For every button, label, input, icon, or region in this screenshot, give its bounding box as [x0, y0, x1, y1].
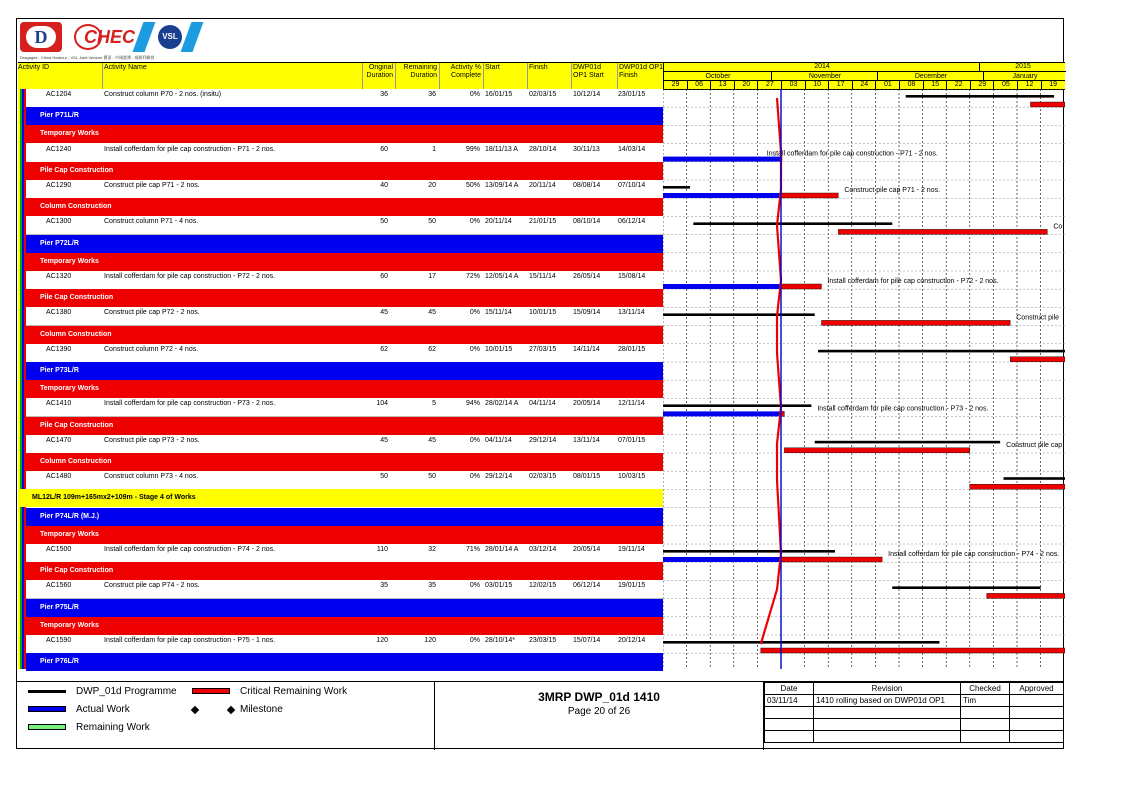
dwp-finish: 19/11/14: [618, 546, 645, 553]
activity-id: AC1290: [46, 182, 72, 189]
remaining-duration: 120: [424, 637, 436, 644]
wbs-label: Temporary Works: [40, 530, 99, 538]
week-cell: 29: [663, 80, 687, 89]
activity-id: AC1240: [46, 145, 72, 153]
dwp-finish: 07/01/15: [618, 436, 646, 444]
col-activity-name: Activity Name: [104, 64, 147, 71]
original-duration: 45: [380, 436, 388, 444]
remaining-duration: 36: [428, 91, 436, 98]
week-cell: 20: [734, 80, 758, 89]
programme-bar: [1004, 477, 1065, 480]
finish-date: 12/02/15: [529, 582, 557, 590]
activity-row[interactable]: [26, 435, 663, 454]
critical-bar: [1030, 102, 1065, 107]
activity-row[interactable]: [26, 580, 663, 599]
original-duration: 60: [380, 273, 388, 280]
wbs-label: Column Construction: [40, 330, 112, 338]
week-cell: 03: [781, 80, 805, 89]
activity-name: Construct column P72 - 4 nos.: [104, 345, 199, 353]
programme-bar: [815, 441, 1000, 444]
rev-approved: [1010, 695, 1064, 707]
title-block: [434, 682, 764, 750]
legend-programme: DWP_01d Programme: [76, 686, 177, 697]
actual-bar: [663, 411, 781, 416]
start-date: 04/11/14: [485, 436, 512, 444]
activity-name: Install cofferdam for pile cap construction - P74 - 2 nos.: [104, 546, 276, 553]
start-date: 20/11/14: [485, 218, 512, 226]
remaining-duration: 62: [428, 345, 436, 353]
remaining-duration: 1: [432, 145, 436, 153]
dwp-finish: 20/12/14: [618, 637, 646, 644]
wbs-label: Pile Cap Construction: [40, 166, 114, 174]
activity-id: AC1560: [46, 582, 72, 590]
critical-bar: [781, 193, 838, 198]
dwp-finish: 06/12/14: [618, 218, 646, 226]
finish-date: 02/03/15: [529, 473, 557, 481]
activity-id: AC1500: [46, 546, 72, 553]
dwp-finish: 13/11/14: [618, 309, 645, 317]
actual-bar: [663, 284, 781, 289]
wbs-label: Pier P72L/R: [40, 239, 79, 247]
wbs-band-row: [26, 289, 663, 307]
dwp-finish: 14/03/14: [618, 145, 646, 153]
dwp-start: 15/07/14: [573, 637, 601, 644]
dwp-start: 20/05/14: [573, 400, 601, 408]
critical-bar: [781, 284, 821, 289]
col-dwp-start: DWP01d OP1 Start: [573, 64, 604, 79]
finish-date: 15/11/14: [529, 273, 556, 280]
programme-bar: [663, 186, 690, 189]
critical-bar: [987, 593, 1065, 598]
original-duration: 50: [380, 218, 388, 226]
rev-header-approved: Approved: [1010, 683, 1064, 695]
wbs-label: Pile Cap Construction: [40, 567, 114, 575]
week-cell: 29: [970, 80, 994, 89]
critical-bar: [821, 320, 1010, 325]
gantt-bar-label: Install cofferdam for pile cap construction - P72 - 2 nos.: [827, 278, 999, 285]
original-duration: 110: [376, 546, 388, 553]
week-cell: 22: [946, 80, 970, 89]
original-duration: 120: [376, 637, 388, 644]
programme-bar: [663, 313, 815, 316]
wbs-band-row: [18, 489, 663, 507]
start-date: 29/12/14: [485, 473, 513, 481]
week-cell: 24: [852, 80, 876, 89]
activity-row[interactable]: [26, 307, 663, 326]
footer: [16, 681, 1064, 749]
month-october: October: [663, 71, 772, 81]
gantt-bar-label: Co: [1053, 223, 1063, 231]
milestone-diamond-icon: [227, 706, 235, 714]
activity-row[interactable]: [26, 144, 663, 163]
finish-date: 28/10/14: [529, 145, 557, 153]
activity-name: Construct column P70 - 2 nos. (insitu): [104, 91, 222, 98]
wbs-label: Pier P73L/R: [40, 367, 79, 374]
milestone-diamond-icon: [191, 706, 199, 714]
week-cell: 01: [875, 80, 899, 89]
activity-pct: 72%: [465, 273, 480, 280]
wbs-band-row: [26, 617, 663, 635]
dwp-finish: 10/03/15: [618, 473, 646, 481]
wbs-label: Temporary Works: [40, 621, 99, 629]
wbs-band-row: [26, 453, 663, 471]
activity-pct: 0%: [469, 473, 480, 481]
legend-milestone: Milestone: [240, 704, 283, 715]
rev-date: 03/11/14: [765, 695, 814, 707]
col-finish: Finish: [529, 64, 548, 71]
activity-name: Install cofferdam for pile cap construction - P73 - 2 nos.: [104, 400, 276, 408]
activity-row[interactable]: [26, 271, 663, 290]
column-header: [18, 62, 663, 90]
remaining-duration: 20: [428, 182, 436, 189]
legend-critical-swatch: [192, 688, 230, 694]
start-date: 28/01/14 A: [485, 546, 519, 553]
gantt-bar-label: Install cofferdam for pile cap construction - P73 - 2 nos.: [817, 405, 989, 413]
activity-name: Install cofferdam for pile cap construction - P75 - 1 nos.: [104, 637, 276, 644]
activity-pct: 0%: [469, 91, 480, 98]
wbs-label: Pile Cap Construction: [40, 421, 114, 429]
finish-date: 27/03/15: [529, 345, 557, 353]
activity-row[interactable]: [26, 89, 663, 108]
wbs-band-row: [26, 107, 663, 125]
finish-date: 02/03/15: [529, 91, 557, 98]
week-cell: 13: [710, 80, 734, 89]
month-december: December: [877, 71, 984, 81]
gantt-bar-label: Construct pile cap P71 - 2 nos.: [844, 187, 941, 194]
dwp-finish: 15/08/14: [618, 273, 646, 280]
remaining-duration: 45: [428, 436, 436, 444]
activity-pct: 71%: [465, 546, 480, 553]
col-activity-pct: Activity % Complete: [450, 64, 481, 79]
activity-row[interactable]: [26, 216, 663, 235]
wbs-band-row: [26, 599, 663, 617]
remaining-duration: 5: [432, 400, 436, 408]
dwp-start: 13/11/14: [573, 436, 600, 444]
dwp-start: 26/05/14: [573, 273, 601, 280]
programme-bar: [693, 222, 892, 225]
remaining-duration: 32: [428, 546, 436, 553]
month-january: January: [983, 71, 1066, 81]
activity-row[interactable]: [26, 471, 663, 490]
wbs-band-row: [26, 125, 663, 143]
week-cell: 15: [923, 80, 947, 89]
week-cell: 05: [993, 80, 1017, 89]
col-original-duration: Original Duration: [366, 64, 393, 79]
dwp-start: 08/08/14: [573, 182, 601, 189]
activity-pct: 0%: [469, 436, 480, 444]
dwp-finish: 19/01/15: [618, 582, 646, 590]
col-dwp-finish: DWP01d OP1 Finish: [619, 64, 663, 79]
wbs-band-row: [26, 326, 663, 344]
programme-bar: [663, 404, 811, 407]
activity-id: AC1204: [46, 91, 72, 98]
activity-name: Construct pile cap P73 - 2 nos.: [104, 436, 200, 444]
remaining-duration: 35: [428, 582, 436, 590]
dwp-finish: 12/11/14: [618, 400, 645, 408]
start-date: 18/11/13 A: [485, 145, 518, 153]
jv-caption: Dragages - China Harbour - VSL Joint Venture 寶嘉 - 中國港灣 - 威勝利聯營: [20, 55, 155, 60]
activity-id: AC1380: [46, 309, 72, 317]
chec-logo: CHEC: [74, 22, 126, 52]
critical-bar: [1010, 357, 1065, 362]
rev-description: 1410 rolling based on DWP01d OP1: [814, 695, 961, 707]
activity-row[interactable]: [26, 180, 663, 199]
vsl-logo: VSL: [138, 22, 202, 52]
report-title: 3MRP DWP_01d 1410: [538, 690, 660, 704]
wbs-label: Pier P76L/R: [40, 658, 79, 666]
remaining-duration: 50: [428, 473, 436, 481]
wbs-label: Temporary Works: [40, 257, 99, 265]
wbs-band-row: [26, 253, 663, 271]
rev-header-checked: Checked: [961, 683, 1010, 695]
activity-name: Construct pile cap P74 - 2 nos.: [104, 582, 200, 590]
activity-row[interactable]: [26, 344, 663, 363]
week-cell: 17: [828, 80, 852, 89]
month-november: November: [771, 71, 878, 81]
critical-bar: [761, 648, 1065, 653]
activity-id: AC1320: [46, 273, 72, 280]
critical-bar: [838, 229, 1047, 234]
activity-name: Install cofferdam for pile cap construction - P71 - 2 nos.: [104, 145, 276, 153]
wbs-label: Pier P74L/R (M.J.): [40, 512, 100, 520]
dwp-finish: 07/10/14: [618, 182, 646, 189]
wbs-band-row: [26, 362, 663, 380]
actual-bar: [663, 157, 781, 162]
gantt-svg: [663, 89, 1065, 669]
week-cell: 27: [757, 80, 781, 89]
critical-bar: [781, 557, 882, 562]
wbs-band-row: [26, 653, 663, 671]
timeline-header: [663, 62, 1065, 90]
activity-row[interactable]: [26, 398, 663, 417]
week-cell: 10: [805, 80, 829, 89]
start-date: 12/05/14 A: [485, 273, 519, 280]
rev-header-date: Date: [765, 683, 814, 695]
wbs-label: Pier P75L/R: [40, 603, 79, 611]
activity-row[interactable]: [26, 635, 663, 654]
programme-bar: [663, 550, 835, 553]
dwp-finish: 28/01/15: [618, 345, 646, 353]
rev-checked: Tim: [961, 695, 1010, 707]
legend-remaining-swatch: [28, 724, 66, 730]
finish-date: 10/01/15: [529, 309, 557, 317]
wbs-band-row: [26, 162, 663, 180]
original-duration: 50: [380, 473, 388, 481]
wbs-band-row: [26, 562, 663, 580]
week-cell: 06: [687, 80, 711, 89]
year-2015: 2015: [979, 63, 1066, 71]
finish-date: 20/11/14: [529, 182, 556, 189]
activity-name: Construct pile cap P71 - 2 nos.: [104, 182, 200, 189]
dwp-start: 14/11/14: [573, 345, 600, 353]
wbs-band-row: [26, 526, 663, 544]
week-cell: 08: [899, 80, 923, 89]
gantt-bar-label: Construct pile cap: [1006, 441, 1063, 449]
original-duration: 104: [376, 400, 388, 408]
activity-pct: 0%: [469, 345, 480, 353]
activity-id: AC1390: [46, 345, 72, 353]
finish-date: 29/12/14: [529, 436, 557, 444]
col-start: Start: [485, 64, 500, 71]
activity-pct: 0%: [469, 582, 480, 590]
activity-pct: 0%: [469, 637, 480, 644]
critical-bar: [784, 448, 969, 453]
dwp-start: 20/05/14: [573, 546, 601, 553]
activity-id: AC1480: [46, 473, 72, 481]
finish-date: 21/01/15: [529, 218, 557, 226]
gantt-bar-label: Install cofferdam for pile cap construction - P71 - 2 nos.: [766, 150, 938, 158]
dwp-start: 15/09/14: [573, 309, 601, 317]
activity-pct: 0%: [469, 309, 480, 317]
start-date: 03/01/15: [485, 582, 513, 590]
wbs-band-row: [26, 380, 663, 398]
programme-bar: [663, 641, 939, 644]
dwp-start: 08/10/14: [573, 218, 601, 226]
remaining-duration: 50: [428, 218, 436, 226]
activity-id: AC1410: [46, 400, 72, 408]
wbs-band-row: [26, 235, 663, 253]
dwp-start: 10/12/14: [573, 91, 601, 98]
finish-date: 23/03/15: [529, 637, 557, 644]
rev-header-revision: Revision: [814, 683, 961, 695]
activity-name: Construct pile cap P72 - 2 nos.: [104, 309, 200, 317]
activity-name: Construct column P73 - 4 nos.: [104, 473, 199, 481]
programme-bar: [818, 350, 1065, 353]
finish-date: 03/12/14: [529, 546, 557, 553]
remaining-duration: 17: [428, 273, 436, 280]
activity-pct: 94%: [465, 400, 480, 408]
activity-pct: 0%: [469, 218, 480, 226]
start-date: 10/01/15: [485, 345, 513, 353]
week-cell: 12: [1017, 80, 1041, 89]
original-duration: 60: [380, 145, 388, 153]
programme-bar: [892, 586, 1040, 589]
week-cell: 19: [1041, 80, 1065, 89]
actual-bar: [663, 557, 781, 562]
legend-actual: Actual Work: [76, 704, 130, 715]
actual-bar: [663, 193, 781, 198]
wbs-band-row: [26, 198, 663, 216]
dwp-start: 08/01/15: [573, 473, 601, 481]
legend-critical: Critical Remaining Work: [240, 686, 348, 697]
activity-name: Install cofferdam for pile cap construction - P72 - 2 nos.: [104, 273, 276, 280]
gantt-chart: [663, 89, 1065, 669]
wbs-label: Column Construction: [40, 203, 112, 211]
dwp-start: 30/11/13: [573, 145, 600, 153]
col-activity-id: Activity ID: [18, 64, 50, 71]
activity-id: AC1590: [46, 637, 72, 644]
col-remaining-duration: Remaining Duration: [403, 64, 437, 79]
legend-actual-swatch: [28, 706, 66, 712]
activity-id: AC1300: [46, 218, 72, 226]
finish-date: 04/11/14: [529, 400, 556, 408]
wbs-band-row: [26, 417, 663, 435]
original-duration: 45: [380, 309, 388, 317]
activity-pct: 50%: [465, 182, 480, 189]
year-2014: 2014: [663, 63, 980, 71]
wbs-label: Temporary Works: [40, 130, 99, 138]
gantt-bar-label: Construct pile: [1016, 314, 1060, 322]
wbs-label: ML12L/R 109m+165mx2+109m - Stage 4 of Works: [32, 494, 196, 502]
activity-pct: 99%: [465, 145, 480, 153]
legend-programme-swatch: [28, 690, 66, 693]
start-date: 15/11/14: [485, 309, 512, 317]
critical-bar: [970, 484, 1065, 489]
dragages-logo: D: [20, 22, 62, 52]
wbs-band-row: [26, 508, 663, 526]
page-number: Page 20 of 26: [567, 706, 631, 717]
start-date: 13/09/14 A: [485, 182, 519, 189]
activity-id: AC1470: [46, 436, 72, 444]
programme-bar: [906, 95, 1054, 98]
start-date: 16/01/15: [485, 91, 513, 98]
dwp-start: 06/12/14: [573, 582, 601, 590]
start-date: 28/10/14*: [485, 637, 515, 644]
revision-table: [764, 682, 1064, 750]
start-date: 28/02/14 A: [485, 400, 519, 408]
legend-remaining: Remaining Work: [76, 722, 150, 733]
wbs-label: Column Construction: [40, 458, 112, 465]
original-duration: 35: [380, 582, 388, 590]
dwp-finish: 23/01/15: [618, 91, 646, 98]
activity-row[interactable]: [26, 544, 663, 563]
remaining-duration: 45: [428, 309, 436, 317]
original-duration: 40: [380, 182, 388, 189]
original-duration: 62: [380, 345, 388, 353]
wbs-level-stripes: [18, 89, 26, 669]
wbs-label: Pier P71L/R: [40, 112, 79, 120]
original-duration: 36: [380, 91, 388, 98]
gantt-bar-label: Install cofferdam for pile cap construction - P74 - 2 nos.: [888, 551, 1060, 558]
wbs-label: Temporary Works: [40, 385, 99, 393]
wbs-label: Pile Cap Construction: [40, 294, 114, 302]
activity-name: Construct column P71 - 4 nos.: [104, 218, 199, 226]
